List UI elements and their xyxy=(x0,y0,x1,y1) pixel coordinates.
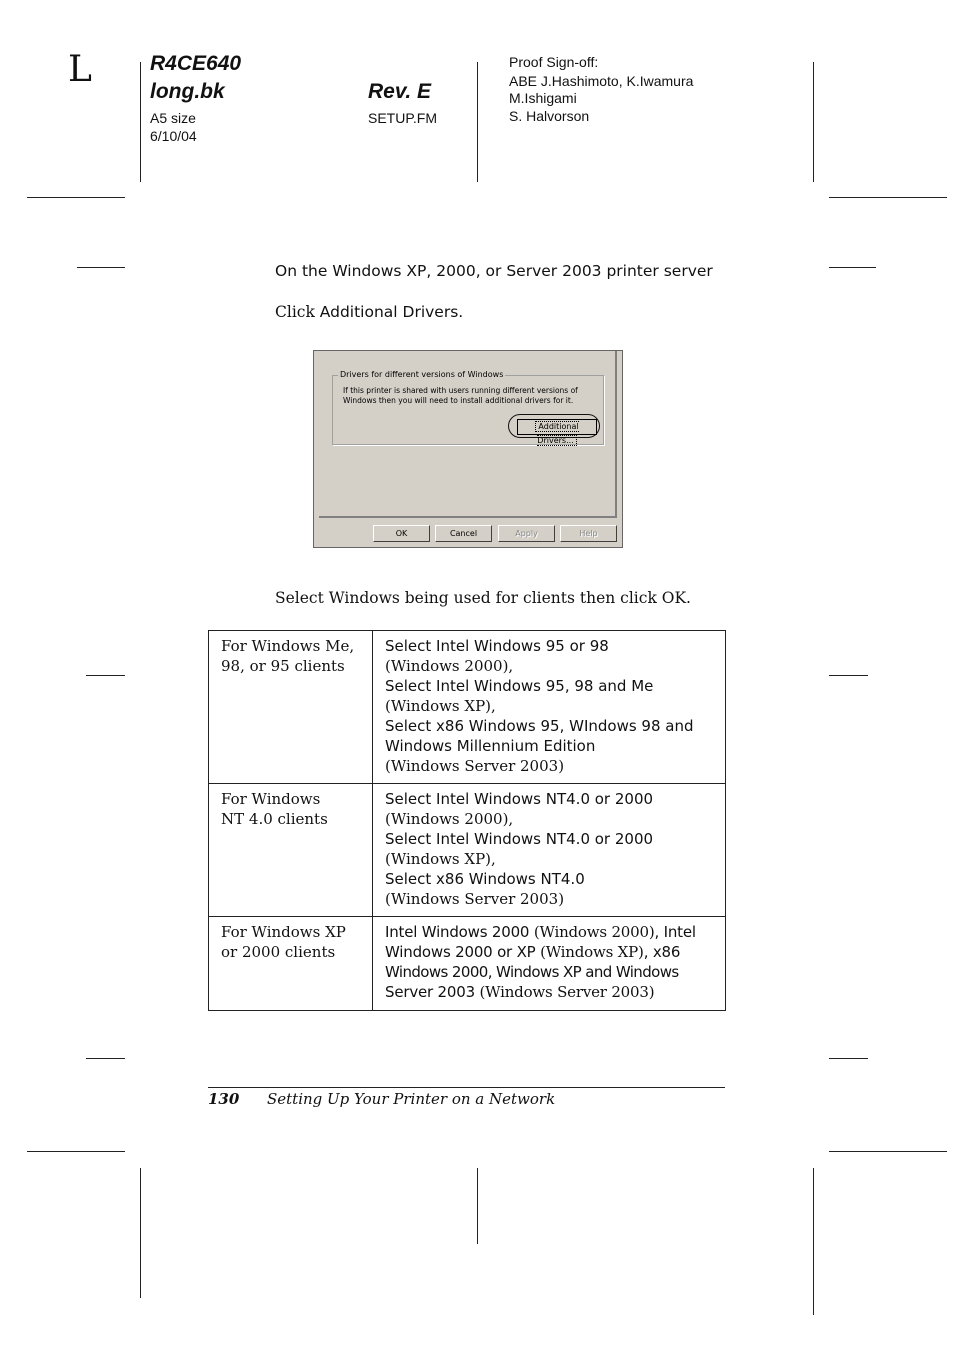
selection-os: (Windows 2000) xyxy=(533,923,655,941)
crop-mark xyxy=(477,1168,478,1244)
client-label: NT 4.0 clients xyxy=(221,810,328,828)
selection-cell xyxy=(373,917,726,1011)
cancel-button[interactable]: Cancel xyxy=(435,525,492,542)
selection-cell xyxy=(373,631,726,784)
selection-line: Select x86 Windows NT4.0 xyxy=(385,870,585,888)
crop-mark xyxy=(829,1058,868,1059)
crop-mark xyxy=(140,62,141,182)
selection-line: Select Intel Windows 95 or 98 xyxy=(385,637,609,655)
crop-mark xyxy=(27,1151,125,1152)
revision: Rev. E xyxy=(368,80,432,103)
apply-button[interactable]: Apply xyxy=(498,525,555,542)
crop-mark xyxy=(86,675,125,676)
selection-line: (Windows XP), xyxy=(385,697,496,715)
selection-line: Windows Millennium Edition xyxy=(385,737,596,755)
table-row xyxy=(209,784,726,917)
help-button[interactable]: Help xyxy=(560,525,617,542)
file-name: SETUP.FM xyxy=(368,110,437,126)
selection-line: (Windows XP), xyxy=(385,850,496,868)
step-target: Additional Drivers. xyxy=(319,303,464,321)
selection-line: (Windows 2000), xyxy=(385,810,514,828)
selection-text: Windows 2000 or XP xyxy=(385,943,541,961)
crop-mark xyxy=(477,62,478,182)
selection-line: (Windows Server 2003) xyxy=(385,757,565,775)
selection-line xyxy=(385,942,713,962)
client-label: For Windows XP xyxy=(221,923,346,941)
crop-mark xyxy=(829,267,876,268)
selection-line: Windows 2000, Windows XP and Windows xyxy=(385,963,679,981)
description-line: If this printer is shared with users running different versions of xyxy=(343,386,578,395)
selection-os: (Windows Server 2003) xyxy=(479,983,655,1001)
crop-mark xyxy=(140,1168,141,1298)
section-heading: On the Windows XP, 2000, or Server 2003 printer server xyxy=(275,262,713,280)
client-cell xyxy=(209,917,373,1011)
selection-line: Select x86 Windows 95, WIndows 98 and xyxy=(385,717,694,735)
proof-signer: ABE J.Hashimoto, K.Iwamura xyxy=(509,73,694,89)
crop-mark xyxy=(27,197,125,198)
crop-mark xyxy=(77,267,125,268)
ok-button[interactable]: OK xyxy=(373,525,430,542)
selection-line: Select Intel Windows NT4.0 or 2000 xyxy=(385,790,654,808)
client-label: 98, or 95 clients xyxy=(221,657,345,675)
proof-signer: S. Halvorson xyxy=(509,108,590,124)
selection-line xyxy=(385,982,713,1002)
client-label: For Windows xyxy=(221,790,321,808)
selection-text: , x86 xyxy=(643,943,681,961)
crop-mark xyxy=(829,197,947,198)
corner-letter: L xyxy=(68,49,92,90)
crop-mark xyxy=(829,1151,947,1152)
crop-mark xyxy=(86,1058,125,1059)
chapter-title: Setting Up Your Printer on a Network xyxy=(267,1090,556,1108)
client-label: For Windows Me, xyxy=(221,637,355,655)
step-text xyxy=(275,303,463,321)
selection-text: Server 2003 xyxy=(385,983,480,1001)
proof-signer: M.Ishigami xyxy=(509,90,577,106)
page-size: A5 size xyxy=(150,110,196,126)
groupbox-description xyxy=(343,386,593,405)
selection-line: (Windows 2000), xyxy=(385,657,514,675)
instruction-text: Select Windows being used for clients then click OK. xyxy=(275,589,691,607)
selection-line xyxy=(385,922,713,942)
table-row xyxy=(209,631,726,784)
client-label: or 2000 clients xyxy=(221,943,336,961)
selection-line: Select Intel Windows NT4.0 or 2000 xyxy=(385,830,654,848)
footer-rule xyxy=(208,1087,725,1088)
book-name: long.bk xyxy=(150,80,225,103)
groupbox-title: Drivers for different versions of Windows xyxy=(340,370,504,379)
client-driver-table xyxy=(208,630,726,1011)
step-prefix: Click xyxy=(275,303,320,321)
print-date: 6/10/04 xyxy=(150,128,197,144)
page-number: 130 xyxy=(208,1090,240,1108)
model-code: R4CE640 xyxy=(150,52,242,75)
additional-drivers-label: Additional Drivers... xyxy=(537,422,579,445)
selection-text: , Intel xyxy=(654,923,696,941)
crop-mark xyxy=(813,1168,814,1315)
additional-drivers-button[interactable] xyxy=(517,419,597,445)
selection-line: Select Intel Windows 95, 98 and Me xyxy=(385,677,654,695)
client-cell xyxy=(209,631,373,784)
table-row xyxy=(209,917,726,1011)
selection-cell xyxy=(373,784,726,917)
selection-text: Intel Windows 2000 xyxy=(385,923,534,941)
selection-line: (Windows Server 2003) xyxy=(385,890,565,908)
proof-title: Proof Sign-off: xyxy=(509,54,599,70)
description-line: Windows then you will need to install additional drivers for it. xyxy=(343,395,574,405)
client-cell xyxy=(209,784,373,917)
crop-mark xyxy=(829,675,868,676)
crop-mark xyxy=(813,62,814,182)
selection-os: (Windows XP) xyxy=(540,943,644,961)
printer-properties-dialog xyxy=(313,350,623,548)
